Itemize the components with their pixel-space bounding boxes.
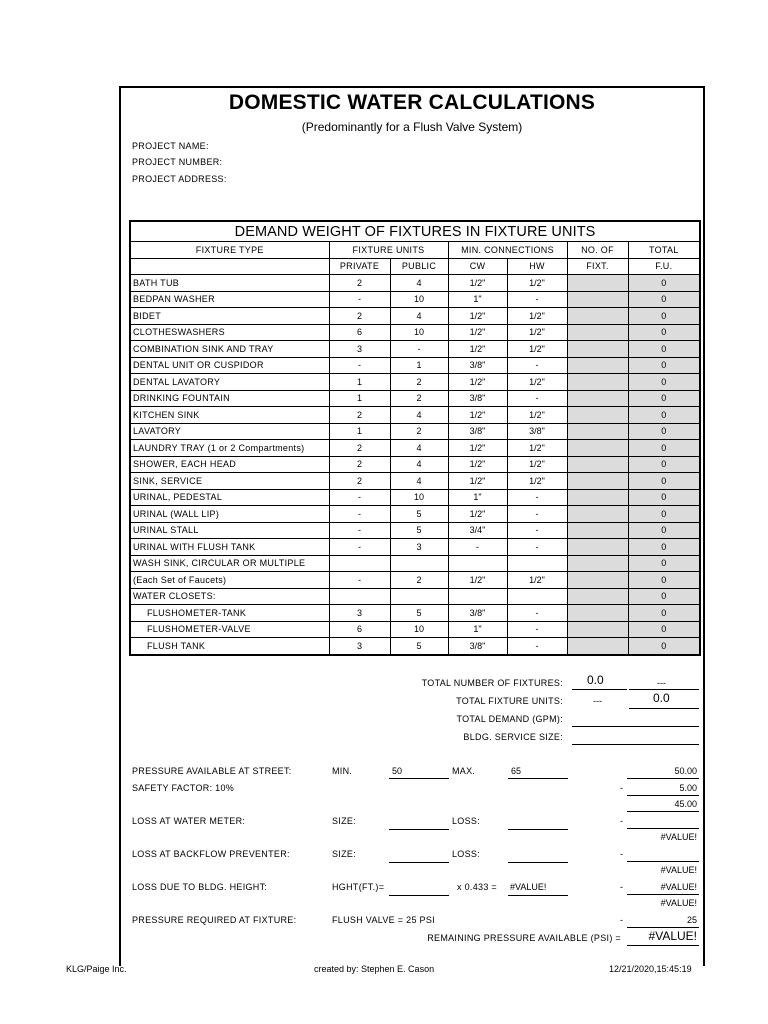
max-value[interactable]: 65: [511, 766, 522, 776]
total-fu-cell: 0: [628, 341, 700, 358]
fixture-count-cell[interactable]: [567, 588, 628, 605]
fixture-name-cell: LAUNDRY TRAY (1 or 2 Compartments): [130, 440, 329, 457]
calculation-sheet: [119, 86, 705, 966]
hw-cell: 1/2": [507, 275, 567, 292]
private-cell: 1: [329, 390, 390, 407]
hw-cell: [507, 555, 567, 572]
table-row: [130, 456, 700, 473]
hght-label: HGHT(FT.)=: [332, 882, 385, 892]
private-cell: 2: [329, 275, 390, 292]
remaining-line: [627, 945, 699, 946]
private-cell: [329, 588, 390, 605]
fixture-name-cell: SINK, SERVICE: [130, 473, 329, 490]
height-subtotal: #VALUE!: [660, 898, 697, 908]
total-fu-cell: 0: [628, 506, 700, 523]
hw-cell: -: [507, 539, 567, 556]
table-row: [130, 423, 700, 440]
private-cell: 2: [329, 308, 390, 325]
fixture-name-cell: DENTAL UNIT OR CUSPIDOR: [130, 357, 329, 374]
backflow-line: [627, 861, 699, 862]
total-fu-left: ---: [593, 696, 602, 706]
private-cell: -: [329, 489, 390, 506]
total-fixtures-right: ---: [657, 678, 666, 688]
public-cell: 4: [390, 308, 448, 325]
table-row: [130, 440, 700, 457]
fixture-name-cell: COMBINATION SINK AND TRAY: [130, 341, 329, 358]
hw-cell: -: [507, 605, 567, 622]
footer-company: KLG/Paige Inc.: [66, 964, 127, 974]
meter-line: [627, 828, 699, 829]
col-cw: CW: [448, 258, 507, 275]
hw-cell: [507, 588, 567, 605]
table-row: [130, 588, 700, 605]
cw-cell: 3/8": [448, 390, 507, 407]
service-size-label: BLDG. SERVICE SIZE:: [463, 732, 563, 742]
private-cell: 2: [329, 473, 390, 490]
meter-loss-label: LOSS:: [452, 816, 481, 826]
hw-cell: 1/2": [507, 572, 567, 589]
hw-cell: -: [507, 390, 567, 407]
fixture-count-cell[interactable]: [567, 522, 628, 539]
fixture-name-cell: URINAL, PEDESTAL: [130, 489, 329, 506]
public-cell: [390, 588, 448, 605]
fixture-name-cell: WASH SINK, CIRCULAR OR MULTIPLE: [130, 555, 329, 572]
private-cell: -: [329, 539, 390, 556]
fixture-value: 25: [686, 915, 697, 925]
private-cell: 2: [329, 407, 390, 424]
hw-cell: 1/2": [507, 456, 567, 473]
fixture-name-cell: SHOWER, EACH HEAD: [130, 456, 329, 473]
fixture-count-cell[interactable]: [567, 539, 628, 556]
table-row: [130, 324, 700, 341]
meter-size-line[interactable]: [389, 829, 449, 830]
meter-sign: -: [620, 816, 623, 826]
cw-cell: 1/2": [448, 407, 507, 424]
safety-sign: -: [620, 783, 623, 793]
hw-cell: -: [507, 522, 567, 539]
total-fu-label: TOTAL FIXTURE UNITS:: [456, 696, 563, 706]
street-result-line: [627, 778, 699, 779]
fixture-name-cell: URINAL WITH FLUSH TANK: [130, 539, 329, 556]
public-cell: 5: [390, 605, 448, 622]
fixture-count-cell[interactable]: [567, 440, 628, 457]
fixture-count-cell[interactable]: [567, 605, 628, 622]
table-row: [130, 605, 700, 622]
private-cell: 2: [329, 456, 390, 473]
total-fu-value[interactable]: 0.0: [653, 691, 670, 705]
total-fixtures-value[interactable]: 0.0: [587, 673, 604, 687]
cw-cell: 3/8": [448, 357, 507, 374]
total-fu-cell: 0: [628, 473, 700, 490]
subtotal-1: 45.00: [674, 799, 697, 809]
table-row: [130, 357, 700, 374]
private-cell: -: [329, 506, 390, 523]
meter-result: #VALUE!: [660, 832, 697, 842]
backflow-size-line[interactable]: [389, 862, 449, 863]
total-demand-line[interactable]: [572, 726, 699, 727]
table-row: [130, 621, 700, 638]
cw-cell: 1/2": [448, 275, 507, 292]
table-row: [130, 407, 700, 424]
fixture-count-cell[interactable]: [567, 341, 628, 358]
total-fu-cell: 0: [628, 275, 700, 292]
col-no-of: NO. OF: [567, 242, 628, 259]
cw-cell: 1/2": [448, 308, 507, 325]
fixture-name-cell: CLOTHESWASHERS: [130, 324, 329, 341]
table-row: [130, 539, 700, 556]
fixture-name-cell: LAVATORY: [130, 423, 329, 440]
public-cell: 10: [390, 291, 448, 308]
cw-cell: 1": [448, 621, 507, 638]
total-fixtures-label: TOTAL NUMBER OF FIXTURES:: [421, 678, 563, 688]
fixture-count-cell[interactable]: [567, 489, 628, 506]
private-cell: -: [329, 572, 390, 589]
hw-cell: -: [507, 621, 567, 638]
factor-label: x 0.433 =: [457, 882, 497, 892]
total-fu-cell: 0: [628, 291, 700, 308]
cw-cell: 1/2": [448, 374, 507, 391]
public-cell: 10: [390, 324, 448, 341]
remaining-pressure-value: #VALUE!: [648, 929, 697, 943]
hw-cell: -: [507, 291, 567, 308]
total-fu-cell: 0: [628, 621, 700, 638]
max-label: MAX.: [452, 766, 476, 776]
min-line: [389, 778, 449, 779]
height-result: #VALUE!: [660, 882, 697, 892]
subtotal-1-line: [627, 811, 699, 812]
water-meter-label: LOSS AT WATER METER:: [132, 816, 246, 826]
table-row: [130, 555, 700, 572]
cw-cell: -: [448, 539, 507, 556]
col-private: PRIVATE: [329, 258, 390, 275]
fixture-count-cell[interactable]: [567, 291, 628, 308]
table-title: DEMAND WEIGHT OF FIXTURES IN FIXTURE UNITS: [130, 221, 700, 242]
cw-cell: 1/2": [448, 324, 507, 341]
cw-cell: 1": [448, 489, 507, 506]
public-cell: 4: [390, 407, 448, 424]
cw-cell: 1/2": [448, 473, 507, 490]
col-public: PUBLIC: [390, 258, 448, 275]
public-cell: 1: [390, 357, 448, 374]
table-row: [130, 489, 700, 506]
col-hw: HW: [507, 258, 567, 275]
fixture-name-cell: FLUSH TANK: [130, 638, 329, 655]
fixture-count-cell[interactable]: [567, 374, 628, 391]
fixture-name-cell: FLUSHOMETER-VALVE: [130, 621, 329, 638]
hw-cell: 1/2": [507, 308, 567, 325]
meter-loss-line[interactable]: [508, 829, 568, 830]
public-cell: 5: [390, 506, 448, 523]
fixture-line: [627, 927, 699, 928]
cw-cell: 1/2": [448, 572, 507, 589]
total-fu-cell: 0: [628, 324, 700, 341]
fixture-sign: -: [620, 915, 623, 925]
remaining-pressure-label: REMAINING PRESSURE AVAILABLE (PSI) =: [427, 933, 621, 943]
backflow-size-label: SIZE:: [332, 849, 357, 859]
public-cell: [390, 555, 448, 572]
fixture-count-cell[interactable]: [567, 638, 628, 655]
total-fu-line: [629, 708, 699, 709]
col-fixture-units: FIXTURE UNITS: [329, 242, 448, 259]
public-cell: 10: [390, 489, 448, 506]
cw-cell: 1/2": [448, 341, 507, 358]
min-label: MIN.: [332, 766, 353, 776]
fixture-count-cell[interactable]: [567, 621, 628, 638]
table-row: [130, 506, 700, 523]
public-cell: 10: [390, 621, 448, 638]
total-fu-cell: 0: [628, 539, 700, 556]
safety-factor-label: SAFETY FACTOR: 10%: [132, 783, 235, 793]
fixture-count-cell[interactable]: [567, 572, 628, 589]
project-address-label: PROJECT ADDRESS:: [132, 174, 227, 184]
col-min-connections: MIN. CONNECTIONS: [448, 242, 567, 259]
fixture-name-cell: URINAL STALL: [130, 522, 329, 539]
backflow-loss-label: LOSS:: [452, 849, 481, 859]
public-cell: 2: [390, 390, 448, 407]
cw-cell: 1": [448, 291, 507, 308]
fixture-count-cell[interactable]: [567, 324, 628, 341]
fixture-count-cell[interactable]: [567, 423, 628, 440]
fixture-name-cell: DENTAL LAVATORY: [130, 374, 329, 391]
cw-cell: [448, 588, 507, 605]
total-fu-cell: 0: [628, 357, 700, 374]
cw-cell: [448, 555, 507, 572]
fixture-name-cell: URINAL (WALL LIP): [130, 506, 329, 523]
col-total: TOTAL: [628, 242, 700, 259]
public-cell: 2: [390, 423, 448, 440]
total-fu-cell: 0: [628, 638, 700, 655]
fixture-name-cell: (Each Set of Faucets): [130, 572, 329, 589]
height-sign: -: [620, 882, 623, 892]
safety-value: 5.00: [679, 783, 697, 793]
hw-cell: -: [507, 357, 567, 374]
height-line: [627, 894, 699, 895]
total-fu-cell: 0: [628, 308, 700, 325]
fixture-count-cell[interactable]: [567, 555, 628, 572]
fixture-count-cell[interactable]: [567, 473, 628, 490]
private-cell: 6: [329, 324, 390, 341]
total-fu-cell: 0: [628, 407, 700, 424]
fixture-count-cell[interactable]: [567, 506, 628, 523]
hw-cell: 1/2": [507, 407, 567, 424]
fixture-name-cell: BIDET: [130, 308, 329, 325]
table-row: [130, 638, 700, 655]
hw-cell: 1/2": [507, 324, 567, 341]
table-row: [130, 341, 700, 358]
height-loss-label: LOSS DUE TO BLDG. HEIGHT:: [132, 882, 268, 892]
hw-cell: 3/8": [507, 423, 567, 440]
flush-valve-label: FLUSH VALVE = 25 PSI: [332, 915, 435, 925]
max-line: [508, 778, 568, 779]
height-calc: #VALUE!: [510, 882, 547, 892]
total-demand-label: TOTAL DEMAND (GPM):: [456, 714, 563, 724]
total-fu-cell: 0: [628, 572, 700, 589]
private-cell: -: [329, 522, 390, 539]
table-row: [130, 390, 700, 407]
project-number-label: PROJECT NUMBER:: [132, 157, 223, 167]
backflow-loss-line[interactable]: [508, 862, 568, 863]
table-row: [130, 275, 700, 292]
private-cell: 3: [329, 341, 390, 358]
total-fu-cell: 0: [628, 390, 700, 407]
fixture-count-cell[interactable]: [567, 456, 628, 473]
backflow-label: LOSS AT BACKFLOW PREVENTER:: [132, 849, 290, 859]
table-row: [130, 374, 700, 391]
col-fixt: FIXT.: [567, 258, 628, 275]
fixture-count-cell[interactable]: [567, 275, 628, 292]
total-fu-cell: 0: [628, 489, 700, 506]
meter-size-label: SIZE:: [332, 816, 357, 826]
private-cell: [329, 555, 390, 572]
public-cell: 5: [390, 638, 448, 655]
backflow-sign: -: [620, 849, 623, 859]
hw-cell: 1/2": [507, 374, 567, 391]
fixture-name-cell: DRINKING FOUNTAIN: [130, 390, 329, 407]
public-cell: 2: [390, 374, 448, 391]
public-cell: 5: [390, 522, 448, 539]
hght-line[interactable]: [389, 895, 449, 896]
total-fu-cell: 0: [628, 440, 700, 457]
hw-cell: -: [507, 489, 567, 506]
total-fu-cell: 0: [628, 423, 700, 440]
cw-cell: 1/2": [448, 440, 507, 457]
private-cell: 6: [329, 621, 390, 638]
page-subtitle: (Predominantly for a Flush Valve System): [301, 120, 523, 134]
total-fu-cell: 0: [628, 588, 700, 605]
hw-cell: 1/2": [507, 440, 567, 457]
table-row: [130, 572, 700, 589]
page-title: DOMESTIC WATER CALCULATIONS: [228, 91, 596, 114]
private-cell: 3: [329, 638, 390, 655]
cw-cell: 3/8": [448, 638, 507, 655]
total-fu-cell: 0: [628, 374, 700, 391]
private-cell: 1: [329, 374, 390, 391]
fixture-rows: [130, 275, 700, 655]
public-cell: 2: [390, 572, 448, 589]
public-cell: 3: [390, 539, 448, 556]
fixture-name-cell: BATH TUB: [130, 275, 329, 292]
public-cell: 4: [390, 440, 448, 457]
cw-cell: 3/8": [448, 423, 507, 440]
fixture-name-cell: WATER CLOSETS:: [130, 588, 329, 605]
service-size-line[interactable]: [572, 744, 699, 745]
table-row: [130, 291, 700, 308]
fixture-count-cell[interactable]: [567, 357, 628, 374]
total-fixtures-line-2: [629, 689, 699, 690]
public-cell: 4: [390, 275, 448, 292]
private-cell: 1: [329, 423, 390, 440]
fixture-name-cell: BEDPAN WASHER: [130, 291, 329, 308]
private-cell: 2: [329, 440, 390, 457]
fixture-count-cell[interactable]: [567, 407, 628, 424]
table-row: [130, 473, 700, 490]
total-fixtures-line: [572, 689, 627, 690]
footer-timestamp: 12/21/2020,15:45:19: [609, 964, 692, 974]
col-blank: [130, 258, 329, 275]
fixture-name-cell: KITCHEN SINK: [130, 407, 329, 424]
private-cell: 3: [329, 605, 390, 622]
public-cell: 4: [390, 456, 448, 473]
street-pressure-label: PRESSURE AVAILABLE AT STREET:: [132, 766, 292, 776]
total-fu-cell: 0: [628, 605, 700, 622]
private-cell: -: [329, 357, 390, 374]
cw-cell: 3/8": [448, 605, 507, 622]
min-value[interactable]: 50: [392, 766, 403, 776]
hw-cell: -: [507, 506, 567, 523]
fixture-count-cell[interactable]: [567, 308, 628, 325]
total-fu-cell: 0: [628, 555, 700, 572]
public-cell: -: [390, 341, 448, 358]
fixture-count-cell[interactable]: [567, 390, 628, 407]
safety-line: [627, 795, 699, 796]
street-result: 50.00: [674, 766, 697, 776]
hw-cell: 1/2": [507, 473, 567, 490]
public-cell: 4: [390, 473, 448, 490]
project-name-label: PROJECT NAME:: [132, 141, 209, 151]
height-calc-line: [508, 895, 568, 896]
footer-created-by: created by: Stephen E. Cason: [314, 964, 435, 974]
cw-cell: 3/4": [448, 522, 507, 539]
backflow-result: #VALUE!: [660, 865, 697, 875]
total-fu-cell: 0: [628, 456, 700, 473]
table-row: [130, 308, 700, 325]
fixture-pressure-label: PRESSURE REQUIRED AT FIXTURE:: [132, 915, 297, 925]
hw-cell: 1/2": [507, 341, 567, 358]
hw-cell: -: [507, 638, 567, 655]
private-cell: -: [329, 291, 390, 308]
col-fu: F.U.: [628, 258, 700, 275]
table-row: [130, 522, 700, 539]
fixture-units-table: [129, 220, 701, 656]
total-fu-cell: 0: [628, 522, 700, 539]
col-fixture-type: FIXTURE TYPE: [130, 242, 329, 259]
cw-cell: 1/2": [448, 456, 507, 473]
fixture-name-cell: FLUSHOMETER-TANK: [130, 605, 329, 622]
cw-cell: 1/2": [448, 506, 507, 523]
